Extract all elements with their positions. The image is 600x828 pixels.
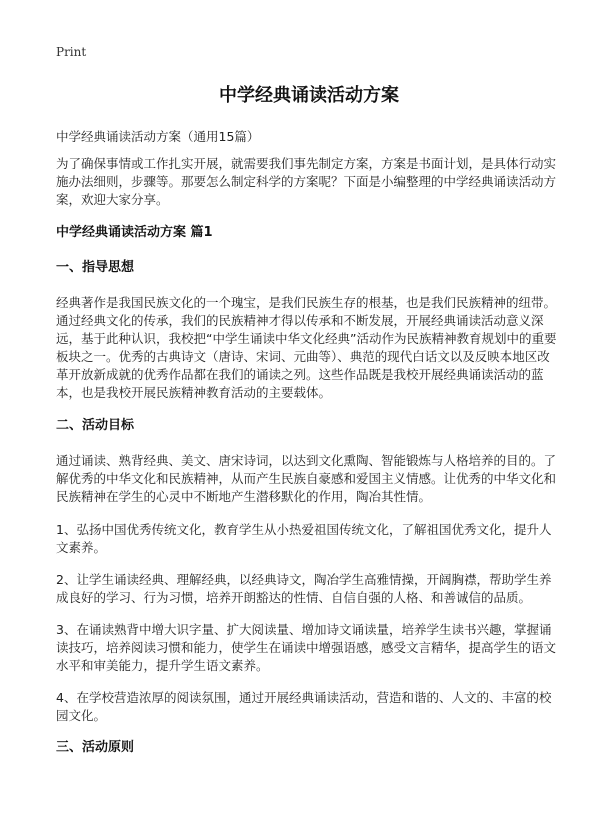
- article-heading: 中学经典诵读活动方案 篇1: [56, 225, 213, 240]
- list-item: 1、弘扬中国优秀传统文化，教育学生从小热爱祖国传统文化，了解祖国优秀文化，提升人文素养。: [56, 522, 552, 555]
- intro-paragraph: 为了确保事情或工作扎实开展，就需要我们事先制定方案，方案是书面计划，是具体行动实施办法细则，步骤等。那要怎么制定科学的方案呢？下面是小编整理的中学经典诵读活动方案，欢迎大家分享。: [56, 156, 557, 207]
- print-link[interactable]: Print: [56, 45, 87, 59]
- page-title: 中学经典诵读活动方案: [219, 85, 399, 106]
- list-item: 2、让学生诵读经典、理解经典，以经典诗文，陶冶学生高雅情操，开阔胸襟，帮助学生养成良好的学习、行为习惯，培养开朗豁达的性情、自信自强的人格、和善诚信的品质。: [56, 572, 552, 605]
- list-item: 4、在学校营造浓厚的阅读氛围，通过开展经典诵读活动，营造和谐的、人文的、丰富的校园文化。: [56, 690, 552, 723]
- list-item: 3、在诵读熟背中增大识字量、扩大阅读量、增加诗文诵读量，培养学生读书兴趣，掌握诵读技巧，培养阅读习惯和能力，使学生在诵读中增强语感，感受文言精华，提高学生的语文水平和审美能力，提升学生语文素养。: [56, 622, 557, 673]
- section-paragraph: 通过诵读、熟背经典、美文、唐宋诗词，以达到文化熏陶、智能锻炼与人格培养的目的。了解优秀的中华文化和民族精神，从而产生民族自豪感和爱国主义情感。让优秀的中华文化和民族精神在学生的心灵中不断地产生潜移默化的作用，陶冶其性情。: [56, 453, 557, 504]
- intro-subtitle: 中学经典诵读活动方案（通用15篇）: [56, 129, 260, 144]
- section-title-principles: 三、活动原则: [56, 740, 135, 755]
- section-title-goals: 二、活动目标: [56, 418, 135, 433]
- section-paragraph: 经典著作是我国民族文化的一个瑰宝，是我们民族生存的根基，也是我们民族精神的纽带。通过经典文化的传承，我们的民族精神才得以传承和不断发展，开展经典诵读活动意义深远，基于此种认识，我校把“中学生诵读中华文化经典”活动作为民族精神教育规划中的重要板块之一。优秀的古典诗文（唐诗、宋词、元曲等）、典范的现代白话文以及反映本地区改革开放新成就的优秀作品都在我们的诵读之列。这些作品既是我校开展经典诵读活动的蓝本，也是我校开展民族精神教育活动的主要载体。: [56, 295, 557, 400]
- section-title-guiding: 一、指导思想: [56, 260, 135, 275]
